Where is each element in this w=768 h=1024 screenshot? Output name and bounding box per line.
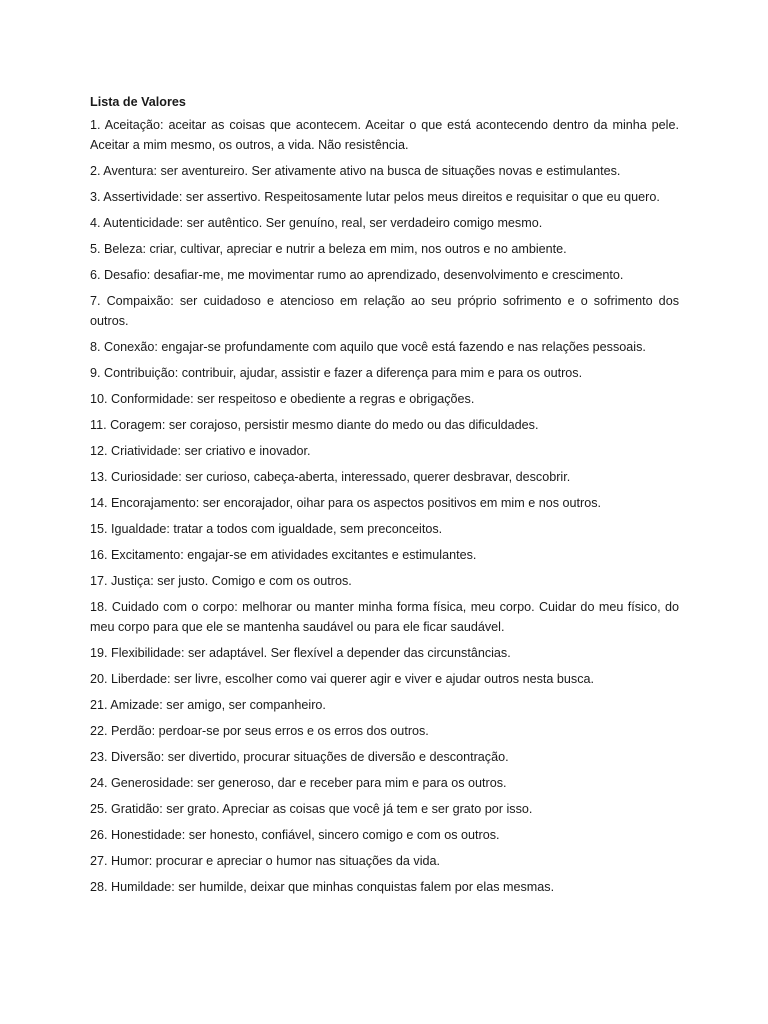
value-item: 27. Humor: procurar e apreciar o humor nas situações da vida. <box>90 854 440 868</box>
value-item: 26. Honestidade: ser honesto, confiável, sincero comigo e com os outros. <box>90 828 500 842</box>
value-item: 2. Aventura: ser aventureiro. Ser ativamente ativo na busca de situações novas e estimulantes. <box>90 164 621 178</box>
value-item: 14. Encorajamento: ser encorajador, oihar para os aspectos positivos em mim e nos outros. <box>90 496 602 510</box>
value-item: 9. Contribuição: contribuir, ajudar, assistir e fazer a diferença para mim e para os outros. <box>90 366 583 380</box>
value-item: 17. Justiça: ser justo. Comigo e com os outros. <box>90 574 352 588</box>
value-item: 18. Cuidado com o corpo: melhorar ou manter minha forma física, meu corpo. Cuidar do meu físico, do meu corpo para que ele se mantenha saudável ou para ele ficar saudável. <box>90 600 679 634</box>
value-item: 1. Aceitação: aceitar as coisas que acontecem. Aceitar o que está acontecendo dentro da minha pele. Aceitar a mim mesmo, os outros, a vida. Não resistência. <box>90 118 679 152</box>
value-item: 7. Compaixão: ser cuidadoso e atencioso em relação ao seu próprio sofrimento e o sofrimento dos outros. <box>90 294 679 328</box>
value-item: 11. Coragem: ser corajoso, persistir mesmo diante do medo ou das dificuldades. <box>90 418 539 432</box>
value-item: 25. Gratidão: ser grato. Apreciar as coisas que você já tem e ser grato por isso. <box>90 802 533 816</box>
value-item: 8. Conexão: engajar-se profundamente com aquilo que você está fazendo e nas relações pessoais. <box>90 340 646 354</box>
values-list <box>90 115 679 897</box>
value-item: 6. Desafio: desafiar-me, me movimentar rumo ao aprendizado, desenvolvimento e crescimento. <box>90 268 624 282</box>
value-item: 16. Excitamento: engajar-se em atividades excitantes e estimulantes. <box>90 548 477 562</box>
value-item: 24. Generosidade: ser generoso, dar e receber para mim e para os outros. <box>90 776 507 790</box>
value-item: 5. Beleza: criar, cultivar, apreciar e nutrir a beleza em mim, nos outros e no ambiente. <box>90 242 567 256</box>
value-item: 23. Diversão: ser divertido, procurar situações de diversão e descontração. <box>90 750 509 764</box>
value-item: 10. Conformidade: ser respeitoso e obediente a regras e obrigações. <box>90 392 475 406</box>
value-item: 28. Humildade: ser humilde, deixar que minhas conquistas falem por elas mesmas. <box>90 880 555 894</box>
value-item: 21. Amizade: ser amigo, ser companheiro. <box>90 698 326 712</box>
value-item: 12. Criatividade: ser criativo e inovador. <box>90 444 311 458</box>
value-item: 22. Perdão: perdoar-se por seus erros e os erros dos outros. <box>90 724 429 738</box>
value-item: 3. Assertividade: ser assertivo. Respeitosamente lutar pelos meus direitos e requisitar o que eu quero. <box>90 190 660 204</box>
value-item: 15. Igualdade: tratar a todos com igualdade, sem preconceitos. <box>90 522 443 536</box>
value-item: 4. Autenticidade: ser autêntico. Ser genuíno, real, ser verdadeiro comigo mesmo. <box>90 216 543 230</box>
document-title: Lista de Valores <box>90 95 186 109</box>
value-item: 13. Curiosidade: ser curioso, cabeça-aberta, interessado, querer desbravar, descobrir. <box>90 470 571 484</box>
value-item: 20. Liberdade: ser livre, escolher como vai querer agir e viver e ajudar outros nesta busca. <box>90 672 595 686</box>
value-item: 19. Flexibilidade: ser adaptável. Ser flexível a depender das circunstâncias. <box>90 646 511 660</box>
